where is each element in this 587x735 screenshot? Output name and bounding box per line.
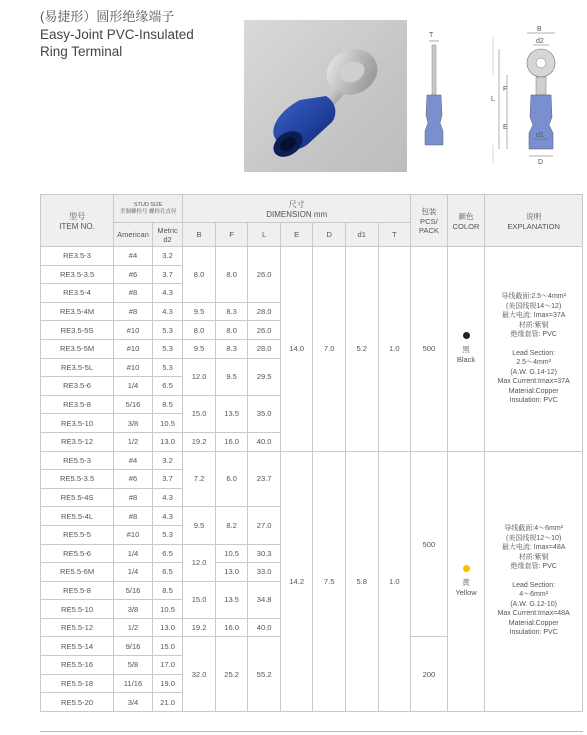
- bottom-divider: [40, 731, 583, 732]
- title-en-line1: Easy-Joint PVC-Insulated: [40, 27, 194, 42]
- table-cell: 9.5: [215, 358, 248, 395]
- explanation-re35: 导线截面:2.5～4mm² (美国线规14～12) 最大电流: Imax=37A 材质:紫铜 绝缘套管: PVC Lead Section: 2.5～4mm² (A.W. G.14-12) Max Current:Imax=37A Material:Copper Insulation: PVC: [485, 247, 583, 452]
- page-title-en: [40, 26, 194, 60]
- table-cell: 40.0: [248, 432, 281, 451]
- table-cell: 500: [411, 247, 448, 452]
- label-d2: d2: [536, 38, 544, 45]
- table-cell: 5.3: [152, 339, 183, 358]
- table-cell: 5.8: [345, 451, 378, 711]
- table-cell: RE3.5-3.5: [41, 265, 114, 284]
- yellow-dot-icon: [463, 565, 470, 572]
- table-cell: 16.0: [215, 432, 248, 451]
- table-cell: 7.5: [313, 451, 346, 711]
- table-cell: RE3.5-5L: [41, 358, 114, 377]
- table-cell: RE5.5-12: [41, 618, 114, 637]
- table-cell: #10: [114, 358, 153, 377]
- table-cell: 3.7: [152, 470, 183, 489]
- table-cell: 9.5: [183, 507, 216, 544]
- table-cell: #6: [114, 470, 153, 489]
- table-cell: RE3.5-10: [41, 414, 114, 433]
- table-cell: 15.0: [152, 637, 183, 656]
- table-cell: #4: [114, 247, 153, 266]
- table-cell: 1/4: [114, 544, 153, 563]
- table-cell: 1.0: [378, 451, 411, 711]
- table-cell: 27.0: [248, 507, 281, 544]
- header-item-no: 型号 ITEM NO.: [41, 195, 114, 247]
- header-metric: Metric d2: [152, 223, 183, 247]
- page-title-zh: (易捷形）圆形绝缘端子: [40, 9, 175, 24]
- header-american: American: [114, 223, 153, 247]
- table-cell: 26.0: [248, 247, 281, 303]
- table-cell: 15.0: [183, 395, 216, 432]
- table-cell: 35.0: [248, 395, 281, 432]
- technical-drawings: [415, 25, 585, 175]
- table-cell: 13.5: [215, 395, 248, 432]
- table-cell: RE3.5-3: [41, 247, 114, 266]
- table-cell: 25.2: [215, 637, 248, 711]
- table-cell: 16.0: [215, 618, 248, 637]
- black-dot-icon: [463, 332, 470, 339]
- table-cell: 13.5: [215, 581, 248, 618]
- table-cell: 55.2: [248, 637, 281, 711]
- table-cell: 3.2: [152, 247, 183, 266]
- table-cell: 21.0: [152, 693, 183, 712]
- table-cell: RE3.5-4: [41, 284, 114, 303]
- header-stud-size: STUD SIZE 美制螺栓号 螺栓孔直径: [114, 195, 183, 223]
- header-L: L: [248, 223, 281, 247]
- table-cell: 34.8: [248, 581, 281, 618]
- table-cell: 8.0: [215, 247, 248, 303]
- table-cell: 8.0: [183, 321, 216, 340]
- table-cell: 7.2: [183, 451, 216, 507]
- table-cell: RE3.5-8: [41, 395, 114, 414]
- table-cell: RE5.5-3: [41, 451, 114, 470]
- table-cell: 19.2: [183, 618, 216, 637]
- table-cell: RE5.5-14: [41, 637, 114, 656]
- label-d1: d1: [536, 132, 544, 139]
- table-cell: RE5.5-4S: [41, 488, 114, 507]
- table-cell: 1/2: [114, 618, 153, 637]
- header-row-1: [41, 195, 583, 223]
- table-cell: 3.7: [152, 265, 183, 284]
- table-cell: 5.3: [152, 321, 183, 340]
- header-T: T: [378, 223, 411, 247]
- ring-terminal-photo-icon: [244, 20, 407, 172]
- table-cell: RE5.5-20: [41, 693, 114, 712]
- table-cell: 19.2: [183, 432, 216, 451]
- table-cell: 13.0: [152, 618, 183, 637]
- table-cell: 3/8: [114, 600, 153, 619]
- table-cell: 8.0: [183, 247, 216, 303]
- table-cell: 29.5: [248, 358, 281, 395]
- table-row: [41, 247, 583, 266]
- table-cell: RE5.5-16: [41, 656, 114, 675]
- table-cell: #10: [114, 525, 153, 544]
- label-T: T: [429, 32, 434, 39]
- table-cell: 6.5: [152, 544, 183, 563]
- table-cell: RE3.5-4M: [41, 302, 114, 321]
- table-cell: 8.2: [215, 507, 248, 544]
- table-cell: #6: [114, 265, 153, 284]
- table-cell: 5.3: [152, 358, 183, 377]
- table-cell: 1/4: [114, 377, 153, 396]
- header-d1: d1: [345, 223, 378, 247]
- dimension-drawing-icon: [415, 25, 585, 175]
- table-cell: 8.5: [152, 581, 183, 600]
- table-cell: 1/4: [114, 563, 153, 582]
- table-cell: 13.0: [152, 432, 183, 451]
- table-cell: 26.0: [248, 321, 281, 340]
- table-cell: 11/16: [114, 674, 153, 693]
- table-cell: 9.5: [183, 302, 216, 321]
- table-cell: 32.0: [183, 637, 216, 711]
- table-cell: 8.3: [215, 302, 248, 321]
- spec-table: [40, 194, 583, 712]
- table-cell: 6.5: [152, 377, 183, 396]
- table-cell: 4.3: [152, 488, 183, 507]
- header-E: E: [280, 223, 313, 247]
- table-cell: 4.3: [152, 302, 183, 321]
- table-cell: RE3.5-5S: [41, 321, 114, 340]
- table-cell: 5.2: [345, 247, 378, 452]
- table-cell: RE3.5-12: [41, 432, 114, 451]
- table-cell: 14.0: [280, 247, 313, 452]
- table-cell: 6.5: [152, 563, 183, 582]
- table-cell: 15.0: [183, 581, 216, 618]
- label-L: L: [491, 96, 495, 103]
- table-cell: 5.3: [152, 525, 183, 544]
- table-cell: 5/16: [114, 581, 153, 600]
- table-cell: RE3.5-6: [41, 377, 114, 396]
- table-cell: 28.0: [248, 339, 281, 358]
- title-en-line2: Ring Terminal: [40, 44, 123, 59]
- table-cell: 9/16: [114, 637, 153, 656]
- table-cell: #8: [114, 284, 153, 303]
- header-explanation: 说明 EXPLANATION: [485, 195, 583, 247]
- table-cell: RE5.5-3.5: [41, 470, 114, 489]
- header-F: F: [215, 223, 248, 247]
- table-cell: 8.3: [215, 339, 248, 358]
- table-cell: 3.2: [152, 451, 183, 470]
- table-cell: RE5.5-6M: [41, 563, 114, 582]
- table-cell: RE3.5-5M: [41, 339, 114, 358]
- table-cell: 17.0: [152, 656, 183, 675]
- table-row: [41, 451, 583, 470]
- table-cell: 3/4: [114, 693, 153, 712]
- table-cell: #8: [114, 488, 153, 507]
- label-B: B: [537, 26, 542, 33]
- table-cell: 8.0: [215, 321, 248, 340]
- header-color: 颜色 COLOR: [447, 195, 485, 247]
- table-cell: 19.0: [152, 674, 183, 693]
- table-cell: 12.0: [183, 544, 216, 581]
- table-cell: #8: [114, 507, 153, 526]
- table-cell: RE5.5-18: [41, 674, 114, 693]
- table-cell: RE5.5-4L: [41, 507, 114, 526]
- table-cell: RE5.5-10: [41, 600, 114, 619]
- color-black: 黑 Black: [447, 247, 485, 452]
- table-cell: 5/8: [114, 656, 153, 675]
- table-cell: 500: [411, 451, 448, 637]
- table-cell: 12.0: [183, 358, 216, 395]
- table-cell: 40.0: [248, 618, 281, 637]
- table-cell: 10.5: [152, 414, 183, 433]
- table-cell: 14.2: [280, 451, 313, 711]
- table-cell: #10: [114, 339, 153, 358]
- table-cell: RE5.5-5: [41, 525, 114, 544]
- header-B: B: [183, 223, 216, 247]
- table-cell: 30.3: [248, 544, 281, 563]
- table-cell: 8.5: [152, 395, 183, 414]
- explanation-re55: 导线截面:4～6mm² (美国线规12～10) 最大电流: Imax=48A 材质:紫铜 绝缘套管: PVC Lead Section: 4～6mm² (A.W. G.12-10) Max Current:Imax=48A Material:Copper Insulation: PVC: [485, 451, 583, 711]
- table-cell: 4.3: [152, 507, 183, 526]
- table-cell: 10.5: [215, 544, 248, 563]
- header-pack: 包装 PCS/ PACK: [411, 195, 448, 247]
- table-cell: 10.5: [152, 600, 183, 619]
- table-cell: 7.0: [313, 247, 346, 452]
- table-cell: 9.5: [183, 339, 216, 358]
- table-cell: #8: [114, 302, 153, 321]
- table-cell: 28.0: [248, 302, 281, 321]
- table-cell: 200: [411, 637, 448, 711]
- table-cell: 1/2: [114, 432, 153, 451]
- table-cell: #10: [114, 321, 153, 340]
- product-photo: [244, 20, 407, 172]
- table-cell: RE5.5-8: [41, 581, 114, 600]
- table-cell: 13.0: [215, 563, 248, 582]
- label-F: F: [503, 86, 508, 93]
- table-cell: 6.0: [215, 451, 248, 507]
- table-cell: 4.3: [152, 284, 183, 303]
- header-dimension: 尺寸 DIMENSION mm: [183, 195, 411, 223]
- color-yellow: 黄 Yellow: [447, 451, 485, 711]
- table-cell: RE5.5-6: [41, 544, 114, 563]
- table-cell: 33.0: [248, 563, 281, 582]
- label-E: E: [503, 124, 508, 131]
- table-cell: #4: [114, 451, 153, 470]
- table-cell: 23.7: [248, 451, 281, 507]
- table-cell: 5/16: [114, 395, 153, 414]
- label-D: D: [538, 159, 544, 166]
- header-D: D: [313, 223, 346, 247]
- table-cell: 1.0: [378, 247, 411, 452]
- table-cell: 3/8: [114, 414, 153, 433]
